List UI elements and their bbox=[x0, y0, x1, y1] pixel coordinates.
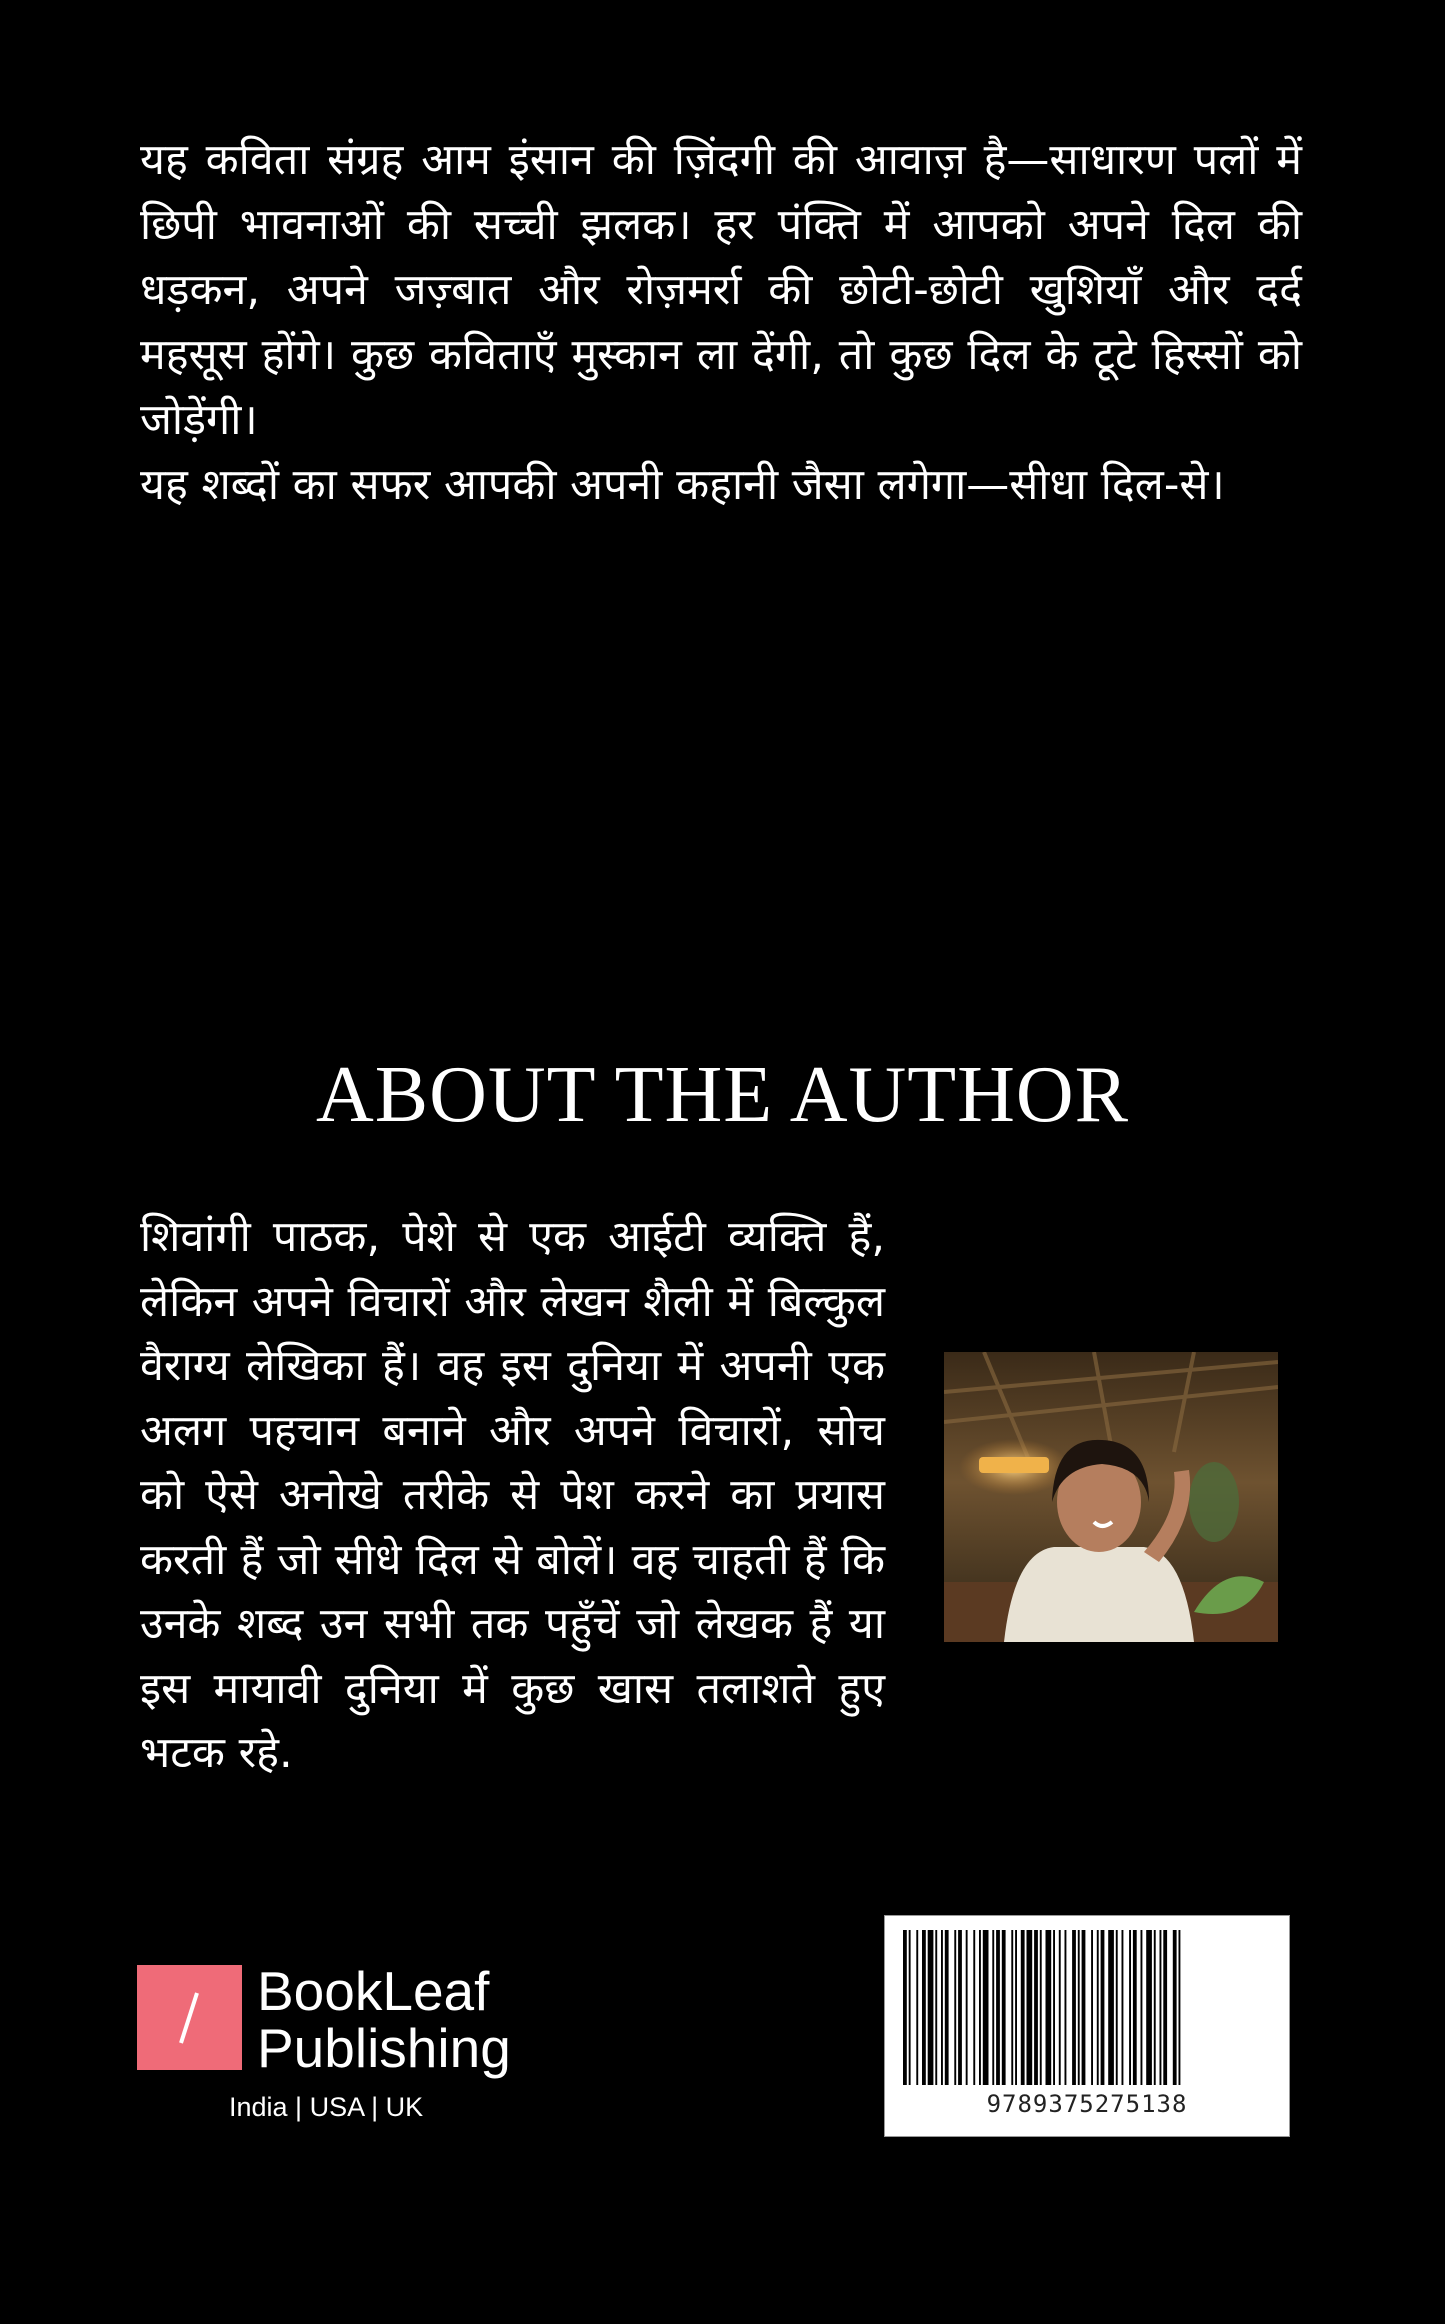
barcode-bar bbox=[1072, 1930, 1076, 2085]
publisher-name-line1: BookLeaf bbox=[257, 1960, 490, 2022]
barcode-bar bbox=[983, 1930, 989, 2085]
publisher-regions: India | USA | UK bbox=[229, 2092, 424, 2122]
barcode-bar bbox=[1133, 1930, 1137, 2085]
barcode-bar bbox=[1163, 1930, 1167, 2085]
publisher-name-line2: Publishing bbox=[257, 2017, 511, 2079]
barcode-bar bbox=[922, 1930, 926, 2085]
barcode-bar bbox=[1146, 1930, 1152, 2085]
barcode-bar bbox=[979, 1930, 981, 2085]
blurb-paragraph-2: यह शब्दों का सफर आपकी अपनी कहानी जैसा लगेगा—सीधा दिल-से। bbox=[140, 460, 1225, 510]
author-photo bbox=[944, 1352, 1278, 1642]
barcode-bar bbox=[1053, 1930, 1055, 2085]
barcode-bar bbox=[966, 1930, 968, 2085]
barcode-bars bbox=[899, 1930, 1275, 2085]
barcode-bar bbox=[1141, 1930, 1143, 2085]
barcode-bar bbox=[1059, 1930, 1061, 2085]
barcode-bar bbox=[1082, 1930, 1086, 2085]
barcode-bar bbox=[903, 1930, 907, 2085]
blurb-paragraph-1: यह कविता संग्रह आम इंसान की ज़िंदगी की आवाज़ है—साधारण पलों में छिपी भावनाओं की सच्ची झलक। हर पंक्ति में आपको अपने दिल की धड़कन, अपने जज़्बात और रोज़मर्रा की छोटी-छोटी खुशियाँ और दर्द महसूस होंगे। कुछ कविताएँ मुस्कान ला देंगी, तो कुछ दिल के टूटे हिस्सों को जोड़ेंगी। bbox=[140, 135, 1302, 445]
barcode-bar bbox=[958, 1930, 962, 2085]
barcode-bar bbox=[1179, 1930, 1181, 2085]
barcode-bar bbox=[1101, 1930, 1105, 2085]
barcode-bar bbox=[945, 1930, 949, 2085]
publisher-name bbox=[257, 1960, 511, 2079]
isbn-barcode bbox=[884, 1915, 1290, 2137]
barcode-bar bbox=[1108, 1930, 1114, 2085]
barcode-bar bbox=[1091, 1930, 1093, 2085]
barcode-bar bbox=[928, 1930, 934, 2085]
barcode-bar bbox=[935, 1930, 937, 2085]
barcode-bar bbox=[1097, 1930, 1099, 2085]
barcode-bar bbox=[1027, 1930, 1033, 2085]
barcode-bar bbox=[1078, 1930, 1080, 2085]
barcode-bar bbox=[1040, 1930, 1042, 2085]
barcode-bar bbox=[973, 1930, 975, 2085]
barcode-bar bbox=[909, 1930, 911, 2085]
barcode-bar bbox=[1173, 1930, 1177, 2085]
barcode-bar bbox=[1154, 1930, 1156, 2085]
barcode-bar bbox=[996, 1930, 1000, 2085]
barcode-bar bbox=[1129, 1930, 1131, 2085]
barcode-bar bbox=[992, 1930, 994, 2085]
back-cover-blurb bbox=[140, 128, 1302, 518]
barcode-bar bbox=[1021, 1930, 1025, 2085]
publisher-logo-mark bbox=[137, 1965, 242, 2070]
isbn-number: 9789375275138 bbox=[986, 2090, 1188, 2118]
barcode-bar bbox=[1116, 1930, 1118, 2085]
barcode-bar bbox=[1046, 1930, 1052, 2085]
barcode-bar bbox=[941, 1930, 943, 2085]
barcode-bar bbox=[916, 1930, 918, 2085]
barcode-bar bbox=[1015, 1930, 1017, 2085]
barcode-bar bbox=[1002, 1930, 1006, 2085]
barcode-bar bbox=[954, 1930, 956, 2085]
barcode-bar bbox=[1011, 1930, 1013, 2085]
barcode-bar bbox=[1160, 1930, 1162, 2085]
barcode-bar bbox=[1122, 1930, 1124, 2085]
barcode-bar bbox=[1065, 1930, 1067, 2085]
about-author-heading: ABOUT THE AUTHOR bbox=[315, 1051, 1130, 1139]
author-bio: शिवांगी पाठक, पेशे से एक आईटी व्यक्ति हैं, लेकिन अपने विचारों और लेखन शैली में बिल्कुल वैराग्य लेखिका हैं। वह इस दुनिया में अपनी एक अलग पहचान बनाने और अपने विचारों, सोच को ऐसे अनोखे तरीके से पेश करने का प्रयास करती हैं जो सीधे दिल से बोलें। वह चाहती हैं कि उनके शब्द उन सभी तक पहुँचें जो लेखक हैं या इस मायावी दुनिया में कुछ खास तलाशते हुए भटक रहे. bbox=[140, 1212, 885, 1778]
barcode-bar bbox=[1034, 1930, 1038, 2085]
